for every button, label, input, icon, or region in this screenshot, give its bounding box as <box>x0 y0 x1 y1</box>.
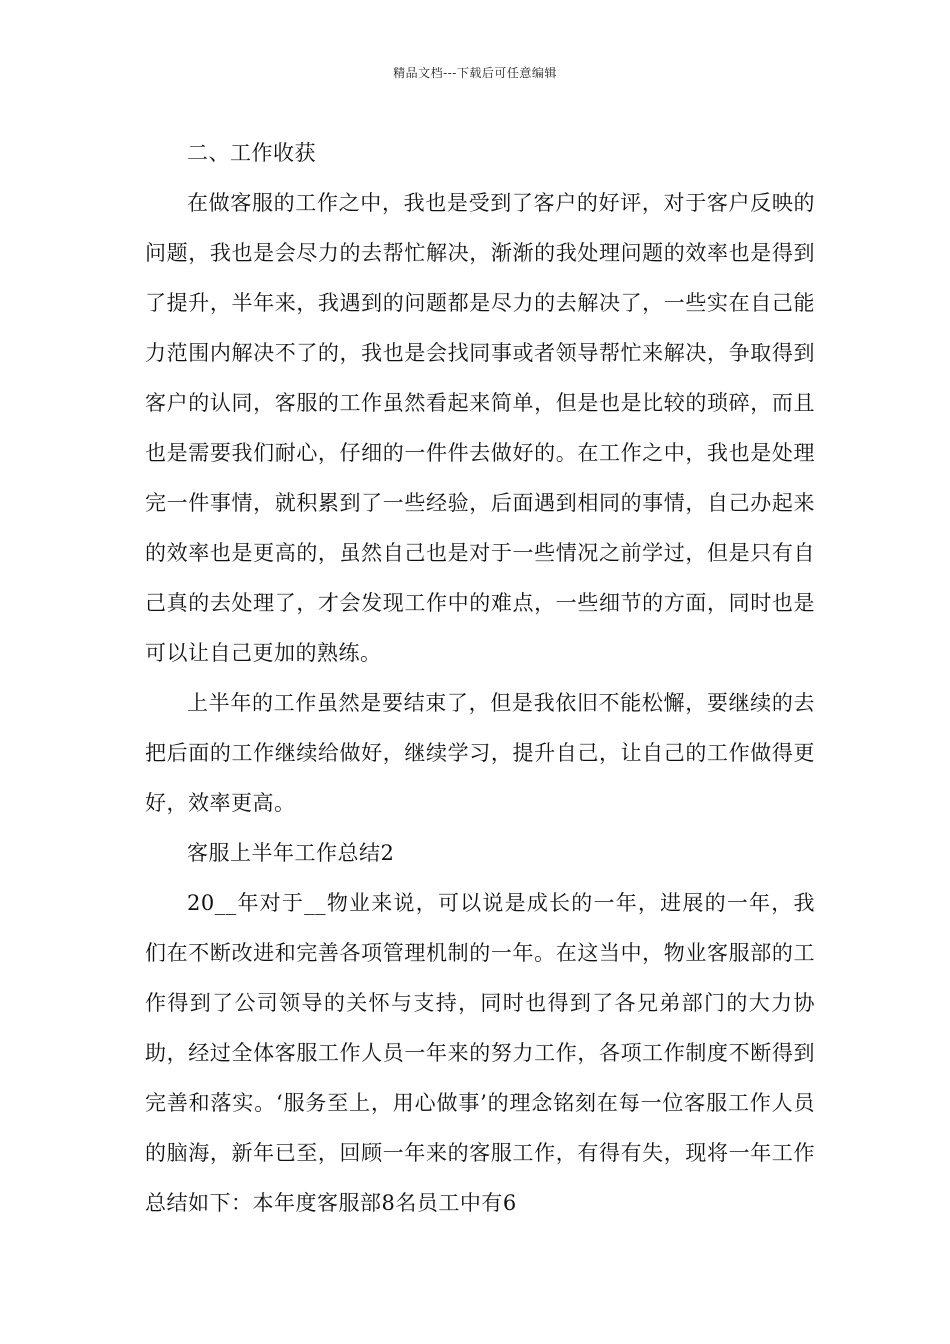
paragraph-continue-work: 上半年的工作虽然是要结束了，但是我依旧不能松懈，要继续的去把后面的工作继续给做好，继续学习，提升自己，让自己的工作做得更好，效率更高。 <box>145 691 815 815</box>
paragraph-year-summary: 20__年对于__物业来说，可以说是成长的一年，进展的一年，我们在不断改进和完善各项管理机制的一年。在这当中，物业客服部的工作得到了公司领导的关怀与支持，同时也得到了各兄弟部门的大力协助，经过全体客服工作人员一年来的努力工作，各项工作制度不断得到完善和落实。‘服务至上，用心做事’的理念铭刻在每一位客服工作人员的脑海，新年已至，回顾一年来的客服工作，有得有失，现将一年工作总结如下：本年度客服部8名员工中有6 <box>145 891 815 1215</box>
document-body <box>145 128 815 1228</box>
document-subtitle: 客服上半年工作总结2 <box>187 841 395 865</box>
page-header: 精品文档---下载后可任意编辑 <box>393 66 557 80</box>
section-heading: 二、工作收获 <box>187 141 316 165</box>
paragraph-work-gains: 在做客服的工作之中，我也是受到了客户的好评，对于客户反映的问题，我也是会尽力的去帮忙解决，渐渐的我处理问题的效率也是得到了提升，半年来，我遇到的问题都是尽力的去解决了，一些实在自己能力范围内解决不了的，我也是会找同事或者领导帮忙来解决，争取得到客户的认同，客服的工作虽然看起来简单，但是也是比较的琐碎，而且也是需要我们耐心，仔细的一件件去做好的。在工作之中，我也是处理完一件事情，就积累到了一些经验，后面遇到相同的事情，自己办起来的效率也是更高的，虽然自己也是对于一些情况之前学过，但是只有自己真的去处理了，才会发现工作中的难点，一些细节的方面，同时也是可以让自己更加的熟练。 <box>145 191 815 665</box>
